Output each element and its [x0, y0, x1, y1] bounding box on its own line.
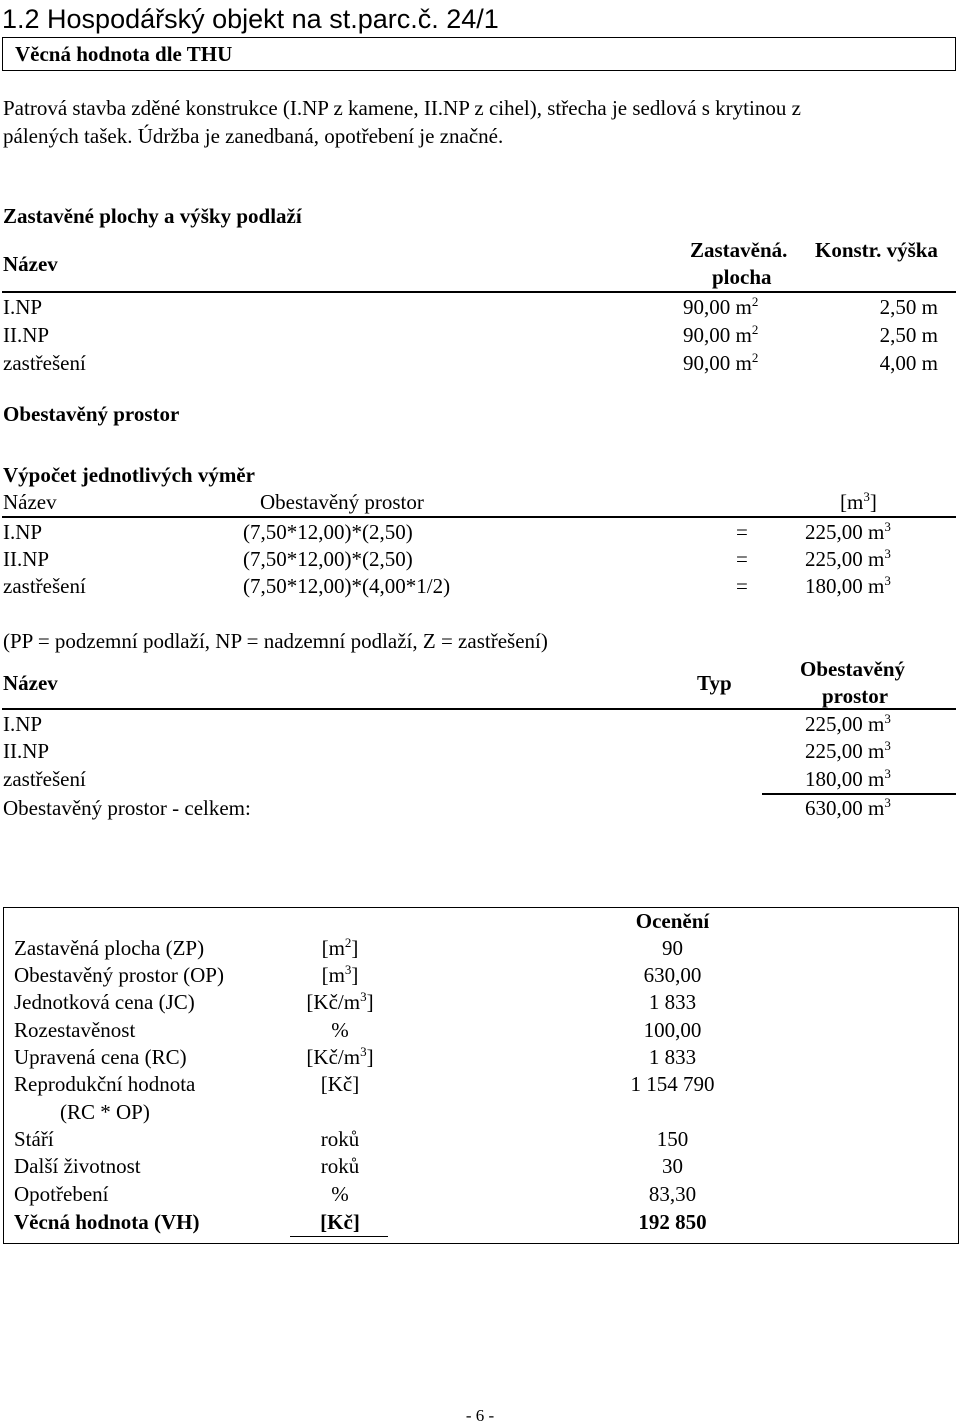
page-number: - 6 -	[465, 1406, 495, 1425]
volume-row-value: 225,00 $m^3$	[805, 546, 891, 571]
floors-row-name: zastřešení	[3, 351, 86, 375]
valuation-row-value: 630,00	[643, 963, 702, 987]
section-title: Věcná hodnota dle THU	[15, 42, 233, 66]
floors-row-area: 90,00 $m^2$	[683, 322, 759, 347]
volume-row-equals: =	[736, 547, 748, 571]
valuation-header: Ocenění	[635, 909, 710, 933]
volume-title: Obestavěný prostor	[3, 402, 180, 426]
volume-header-rule	[2, 516, 956, 518]
valuation-row-label: Opotřebení	[14, 1182, 109, 1206]
volume-row-value: 225,00 $m^3$	[805, 519, 891, 544]
floors-col-name: Název	[3, 252, 58, 276]
summary-col-type: Typ	[697, 671, 732, 695]
floors-header-rule	[2, 291, 956, 293]
valuation-row-value: 1 833	[648, 990, 697, 1014]
valuation-final-unit-rule	[290, 1236, 388, 1237]
summary-row-name: I.NP	[3, 712, 43, 736]
valuation-final-unit: [Kč]	[320, 1210, 360, 1234]
floors-row-area: 90,00 $m^2$	[683, 350, 759, 375]
floors-row-name: II.NP	[3, 323, 50, 347]
valuation-row-unit: roků	[320, 1154, 360, 1178]
summary-col-volume-1: Obestavěný	[800, 657, 905, 681]
valuation-final-label: Věcná hodnota (VH)	[14, 1210, 200, 1234]
valuation-row-value: 150	[656, 1127, 689, 1151]
valuation-row-label: (RC * OP)	[60, 1100, 150, 1124]
volume-row-name: II.NP	[3, 547, 50, 571]
volume-row-formula: (7,50*12,00)*(2,50)	[243, 547, 413, 571]
summary-total-label: Obestavěný prostor - celkem:	[3, 796, 251, 820]
summary-header-rule	[2, 708, 956, 710]
volume-row-value: 180,00 $m^3$	[805, 573, 891, 598]
valuation-row-unit: $[Kč/m^3]$	[306, 1044, 374, 1069]
volume-row-name: zastřešení	[3, 574, 86, 598]
valuation-row-label: Další životnost	[14, 1154, 141, 1178]
valuation-row-unit: [Kč]	[320, 1072, 360, 1096]
valuation-row-value: 1 154 790	[630, 1072, 715, 1096]
valuation-row-unit: $[m^2]$	[321, 935, 359, 960]
valuation-row-value: 100,00	[643, 1018, 702, 1042]
summary-col-volume-2: prostor	[822, 684, 889, 708]
description-line-2: pálených tašek. Údržba je zanedbaná, opotřebení je značné.	[3, 124, 504, 148]
floors-col-height: Konstr. výška	[815, 238, 938, 262]
floors-row-height: 4,00 m	[879, 351, 938, 375]
valuation-row-value: 83,30	[648, 1182, 697, 1206]
summary-row-value: 225,00 $m^3$	[805, 738, 891, 763]
floors-col-area-1: Zastavěná.	[690, 238, 788, 262]
valuation-row-unit: roků	[320, 1127, 360, 1151]
valuation-final-value: 192 850	[638, 1210, 707, 1234]
valuation-row-value: 30	[662, 1154, 683, 1178]
valuation-row-unit: %	[331, 1018, 349, 1042]
valuation-row-label: Obestavěný prostor (OP)	[14, 963, 224, 987]
summary-row-name: II.NP	[3, 739, 50, 763]
volume-row-equals: =	[736, 520, 748, 544]
volume-row-formula: (7,50*12,00)*(2,50)	[243, 520, 413, 544]
valuation-row-unit: $[m^3]$	[321, 962, 359, 987]
valuation-row-unit: $[Kč/m^3]$	[306, 989, 374, 1014]
valuation-row-label: Rozestavěnost	[14, 1018, 136, 1042]
section-title-box	[2, 37, 956, 71]
valuation-row-label: Upravená cena (RC)	[14, 1045, 187, 1069]
summary-col-name: Název	[3, 671, 58, 695]
summary-total-rule	[762, 793, 956, 795]
volume-col-formula: Obestavěný prostor	[260, 490, 424, 514]
summary-row-name: zastřešení	[3, 767, 86, 791]
volume-calc-title: Výpočet jednotlivých výměr	[3, 463, 255, 487]
floors-col-area-2: plocha	[712, 265, 772, 289]
floors-title: Zastavěné plochy a výšky podlaží	[3, 204, 302, 228]
floors-row-height: 2,50 m	[879, 323, 938, 347]
valuation-row-label: Zastavěná plocha (ZP)	[14, 936, 205, 960]
valuation-row-value: 1 833	[648, 1045, 697, 1069]
summary-row-value: 180,00 $m^3$	[805, 766, 891, 791]
summary-total-value: 630,00 $m^3$	[805, 795, 891, 820]
volume-legend: (PP = podzemní podlaží, NP = nadzemní podlaží, Z = zastřešení)	[3, 629, 548, 653]
floors-row-height: 2,50 m	[879, 295, 938, 319]
floors-row-area: 90,00 $m^2$	[683, 294, 759, 319]
volume-row-formula: (7,50*12,00)*(4,00*1/2)	[243, 574, 451, 598]
valuation-row-label: Jednotková cena (JC)	[14, 990, 195, 1014]
page-heading: 1.2 Hospodářský objekt na st.parc.č. 24/1	[2, 4, 499, 34]
floors-row-name: I.NP	[3, 295, 43, 319]
volume-col-name: Název	[3, 490, 57, 514]
volume-col-unit: $[m^3]$	[840, 489, 877, 514]
valuation-row-label: Reprodukční hodnota	[14, 1072, 196, 1096]
valuation-row-value: 90	[662, 936, 683, 960]
volume-row-name: I.NP	[3, 520, 43, 544]
volume-row-equals: =	[736, 574, 748, 598]
description-line-1: Patrová stavba zděné konstrukce (I.NP z kamene, II.NP z cihel), střecha je sedlová s krytinou z	[3, 96, 801, 120]
valuation-row-unit: %	[331, 1182, 349, 1206]
valuation-row-label: Stáří	[14, 1127, 54, 1151]
summary-row-value: 225,00 $m^3$	[805, 711, 891, 736]
